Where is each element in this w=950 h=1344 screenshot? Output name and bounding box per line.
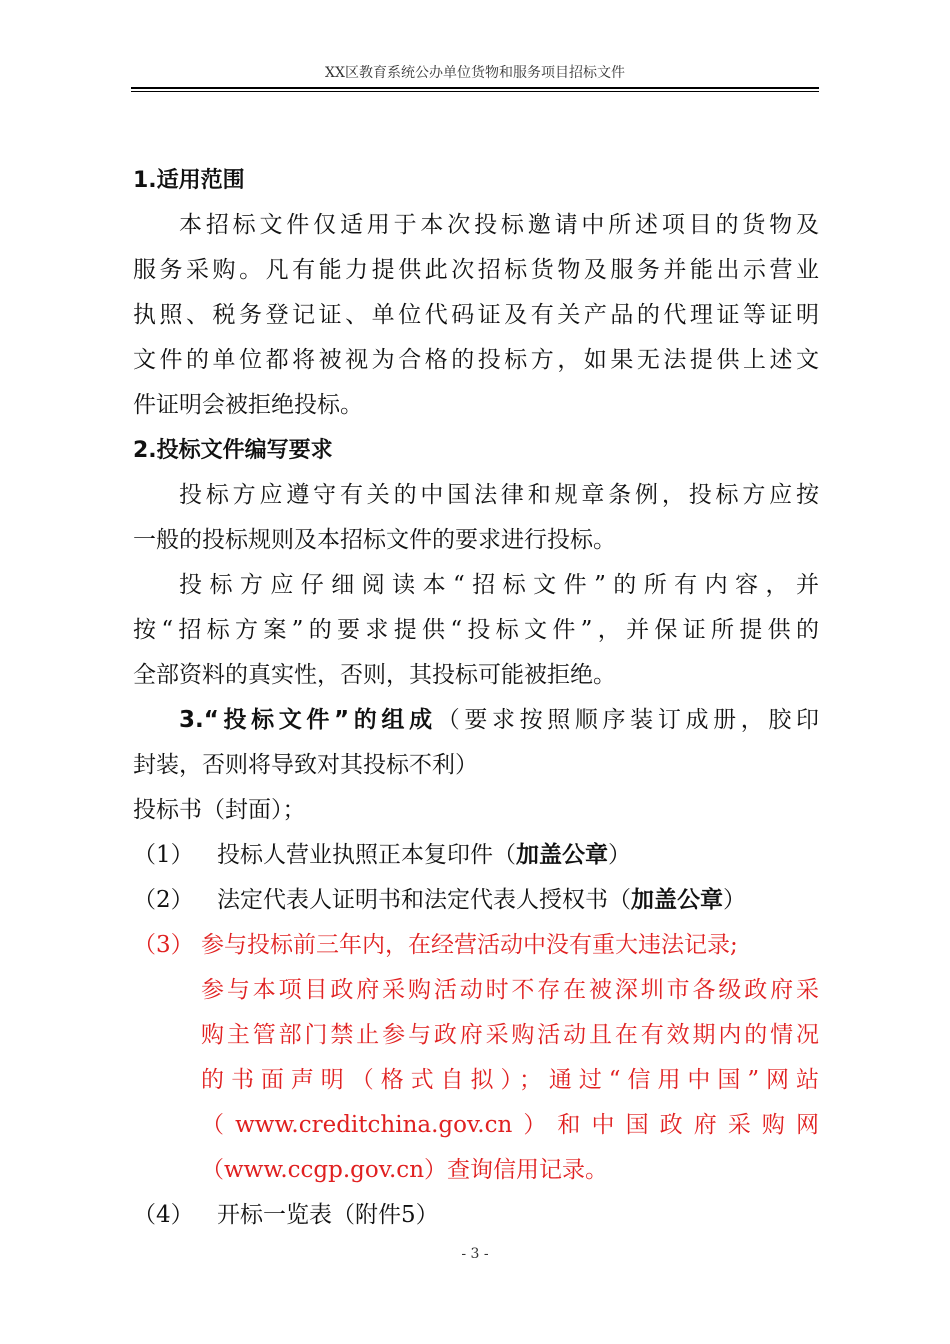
section-2-heading: 2.投标文件编写要求 — [133, 438, 333, 463]
list-item-end: ） — [608, 842, 631, 868]
list-item-text: 投标人营业执照正本复印件（ — [217, 842, 516, 868]
section-1-line: 服务采购。凡有能力提供此次招标货物及服务并能出示营业 — [133, 257, 819, 283]
section-2-para1-line: 一般的投标规则及本招标文件的要求进行投标。 — [133, 527, 616, 553]
list-item-3-line: 参与本项目政府采购活动时不存在被深圳市各级政府采 — [201, 977, 819, 1003]
cover-item: 投标书（封面）； — [133, 797, 306, 823]
list-item-emphasis: 加盖公章 — [631, 887, 723, 913]
list-item-3-line: （www.creditchina.gov.cn）和中国政府采购网 — [201, 1112, 819, 1138]
list-item-number: （4） — [133, 1202, 194, 1228]
header-rule-thin — [131, 91, 819, 92]
section-1-line: 本招标文件仅适用于本次投标邀请中所述项目的货物及 — [179, 212, 819, 238]
list-item-number: （1） — [133, 842, 194, 868]
list-item-end: ） — [723, 887, 746, 913]
list-item-text: 法定代表人证明书和法定代表人授权书（ — [217, 887, 631, 913]
page-header: XX区教育系统公办单位货物和服务项目招标文件 — [325, 65, 625, 81]
section-3-note: （要求按照顺序装订成册，胶印 — [436, 707, 820, 733]
list-item — [133, 833, 819, 878]
list-item-emphasis: 加盖公章 — [516, 842, 608, 868]
section-1-line: 执照、税务登记证、单位代码证及有关产品的代理证等证明 — [133, 302, 819, 328]
list-item-number: （3） — [133, 932, 194, 958]
list-item-3-line: 的书面声明（格式自拟）；通过“信用中国”网站 — [201, 1067, 819, 1093]
section-1-heading: 1.适用范围 — [133, 168, 245, 193]
list-item-3-text: 参与投标前三年内，在经营活动中没有重大违法记录; — [201, 932, 738, 958]
section-3-heading-line — [133, 698, 819, 743]
list-item — [133, 1193, 819, 1238]
section-1-line: 文件的单位都将被视为合格的投标方，如果无法提供上述文 — [133, 347, 819, 373]
header-rule-thick — [131, 87, 819, 89]
section-1-line: 件证明会被拒绝投标。 — [133, 392, 363, 418]
list-item-number: （2） — [133, 887, 194, 913]
list-item — [133, 878, 819, 923]
section-2-para2-line: 按“招标方案”的要求提供“投标文件”，并保证所提供的 — [133, 617, 819, 643]
section-2-para1-line: 投标方应遵守有关的中国法律和规章条例，投标方应按 — [179, 482, 819, 508]
document-body — [133, 158, 819, 1238]
section-3-heading: 3.“投标文件”的组成 — [179, 707, 437, 733]
list-item-3-line: （www.ccgp.gov.cn）查询信用记录。 — [201, 1157, 609, 1183]
section-3-note-line: 封装，否则将导致对其投标不利） — [133, 752, 478, 778]
section-2-para2-line: 投标方应仔细阅读本“招标文件”的所有内容，并 — [179, 572, 819, 598]
list-item-text: 开标一览表（附件5） — [217, 1202, 439, 1228]
section-2-para2-line: 全部资料的真实性，否则，其投标可能被拒绝。 — [133, 662, 616, 688]
list-item-3-first-line — [133, 923, 819, 968]
list-item-3-line: 购主管部门禁止参与政府采购活动且在有效期内的情况 — [201, 1022, 819, 1048]
page-number: - 3 - — [461, 1246, 489, 1262]
